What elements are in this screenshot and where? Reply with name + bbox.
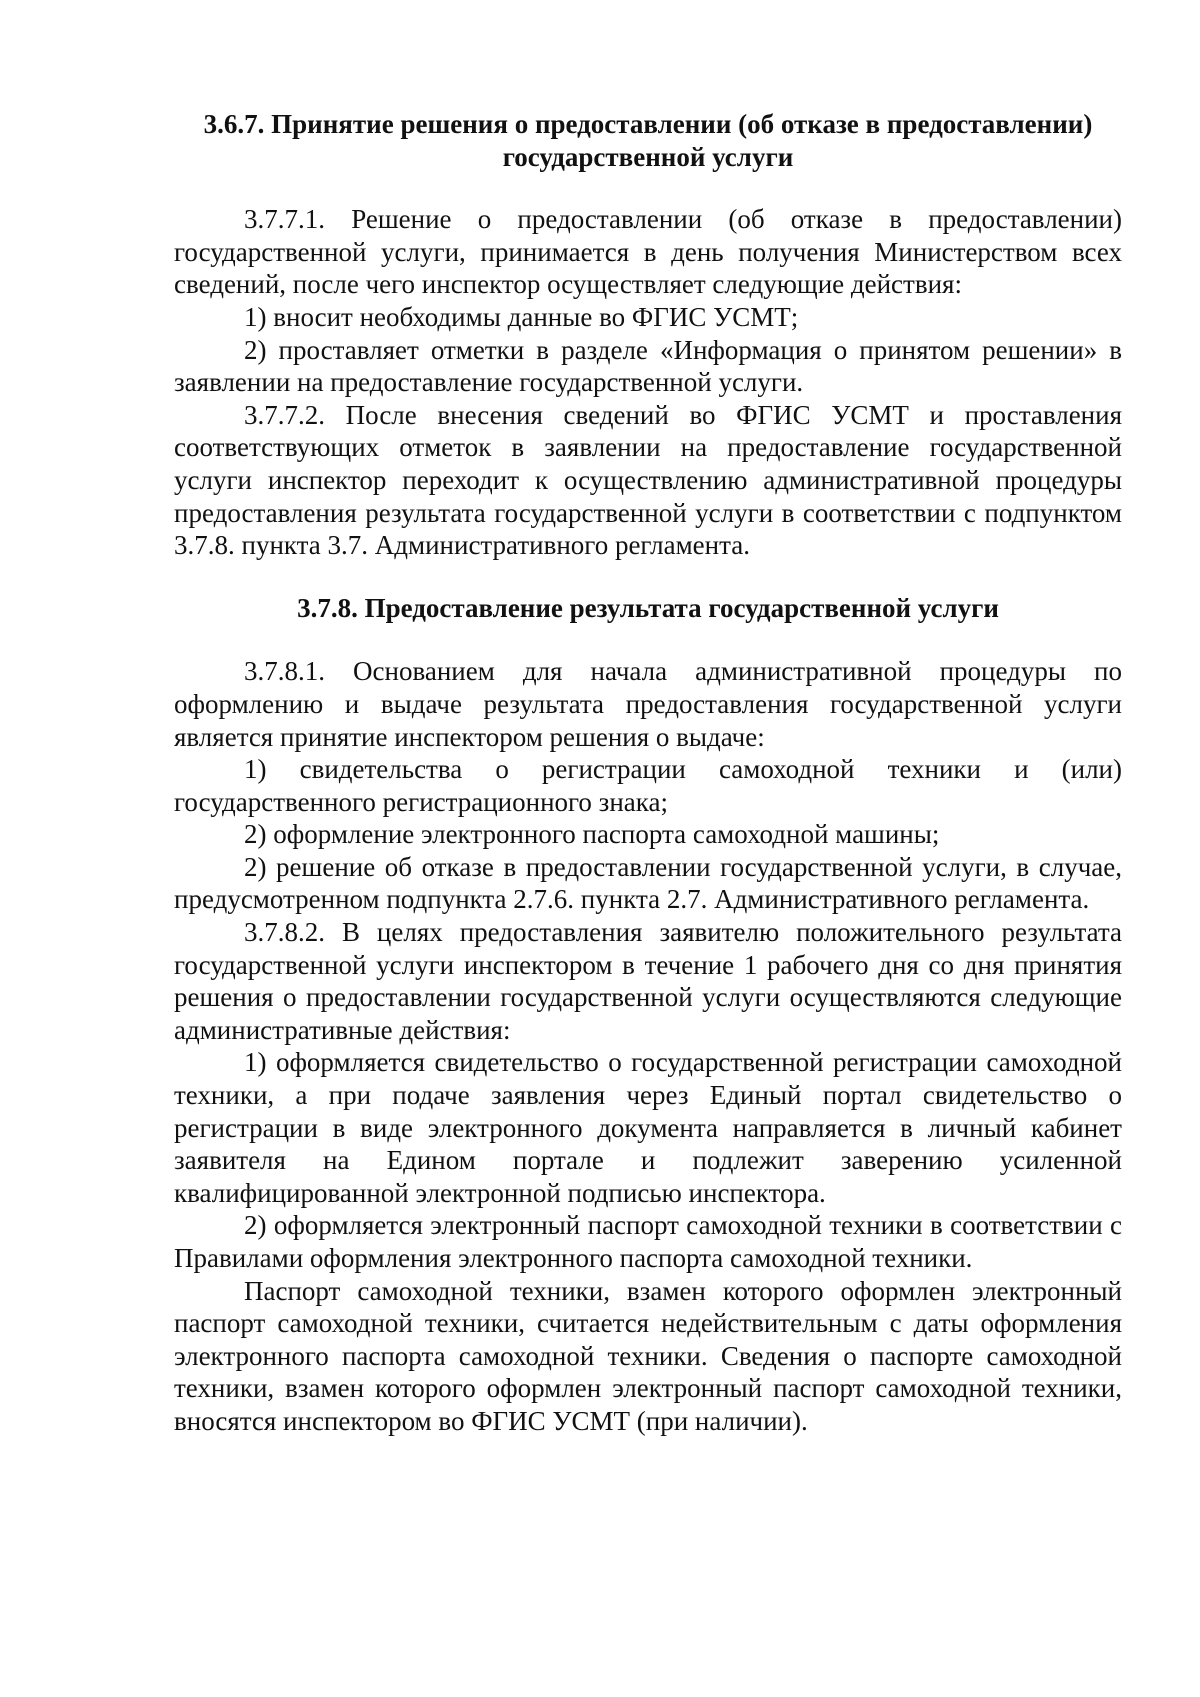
section-body-3-6-7 bbox=[174, 203, 1122, 562]
list-item-1: 1) оформляется свидетельство о государственной регистрации самоходной техники, а при подаче заявления через Единый портал свидетельство о регистрации в виде электронного документа направляется в личный кабинет заявителя на Едином портале и подлежит заверению усиленной квалифицированной электронной подписью инспектора. bbox=[174, 1047, 1122, 1208]
section-heading-3-6-7: 3.6.7. Принятие решения о предоставлении (об отказе в предоставлении) государственной услуги bbox=[203, 109, 1093, 172]
document-page bbox=[174, 108, 1122, 1438]
paragraph-3-7-8-2: 3.7.8.2. В целях предоставления заявителю положительного результата государственной услуги инспектором в течение 1 рабочего дня со дня принятия решения о предоставлении государственной услуги осуществляются следующие административные действия: bbox=[174, 917, 1122, 1045]
list-item-2-refusal: 2) решение об отказе в предоставлении государственной услуги, в случае, предусмотренном подпункта 2.7.6. пункта 2.7. Административного регламента. bbox=[174, 851, 1122, 915]
list-item-2: 2) проставляет отметки в разделе «Информация о принятом решении» в заявлении на предоставление государственной услуги. bbox=[174, 334, 1122, 398]
list-item-2: 2) оформляется электронный паспорт самоходной техники в соответствии с Правилами оформления электронного паспорта самоходной техники. bbox=[174, 1210, 1122, 1273]
section-body-3-7-8 bbox=[174, 655, 1122, 1437]
paragraph-passport: Паспорт самоходной техники, взамен которого оформлен электронный паспорт самоходной техники, считается недействительным с даты оформления электронного паспорта самоходной техники. Сведения о паспорте самоходной техники, взамен которого оформлен электронный паспорт самоходной техники, вносятся инспектором во ФГИС УСМТ (при наличии). bbox=[174, 1275, 1122, 1436]
paragraph-3-7-8-1: 3.7.8.1. Основанием для начала административной процедуры по оформлению и выдаче результата предоставления государственной услуги является принятие инспектором решения о выдаче: bbox=[174, 656, 1122, 752]
section-heading-3-7-8: 3.7.8. Предоставление результата государственной услуги bbox=[297, 592, 999, 623]
list-item-2: 2) оформление электронного паспорта самоходной машины; bbox=[244, 819, 940, 850]
paragraph-3-7-7-1: 3.7.7.1. Решение о предоставлении (об отказе в предоставлении) государственной услуги, принимается в день получения Министерством всех сведений, после чего инспектор осуществляет следующие действия: bbox=[174, 204, 1122, 300]
list-item-1: 1) свидетельства о регистрации самоходной техники и (или) государственного регистрационного знака; bbox=[174, 754, 1122, 817]
paragraph-3-7-7-2: 3.7.7.2. После внесения сведений во ФГИС УСМТ и проставления соответствующих отметок в заявлении на предоставление государственной услуги инспектор переходит к осуществлению административной процедуры предоставления результата государственной услуги в соответствии с подпунктом 3.7.8. пункта 3.7. Административного регламента. bbox=[174, 399, 1122, 561]
list-item-1: 1) вносит необходимы данные во ФГИС УСМТ; bbox=[244, 301, 799, 332]
